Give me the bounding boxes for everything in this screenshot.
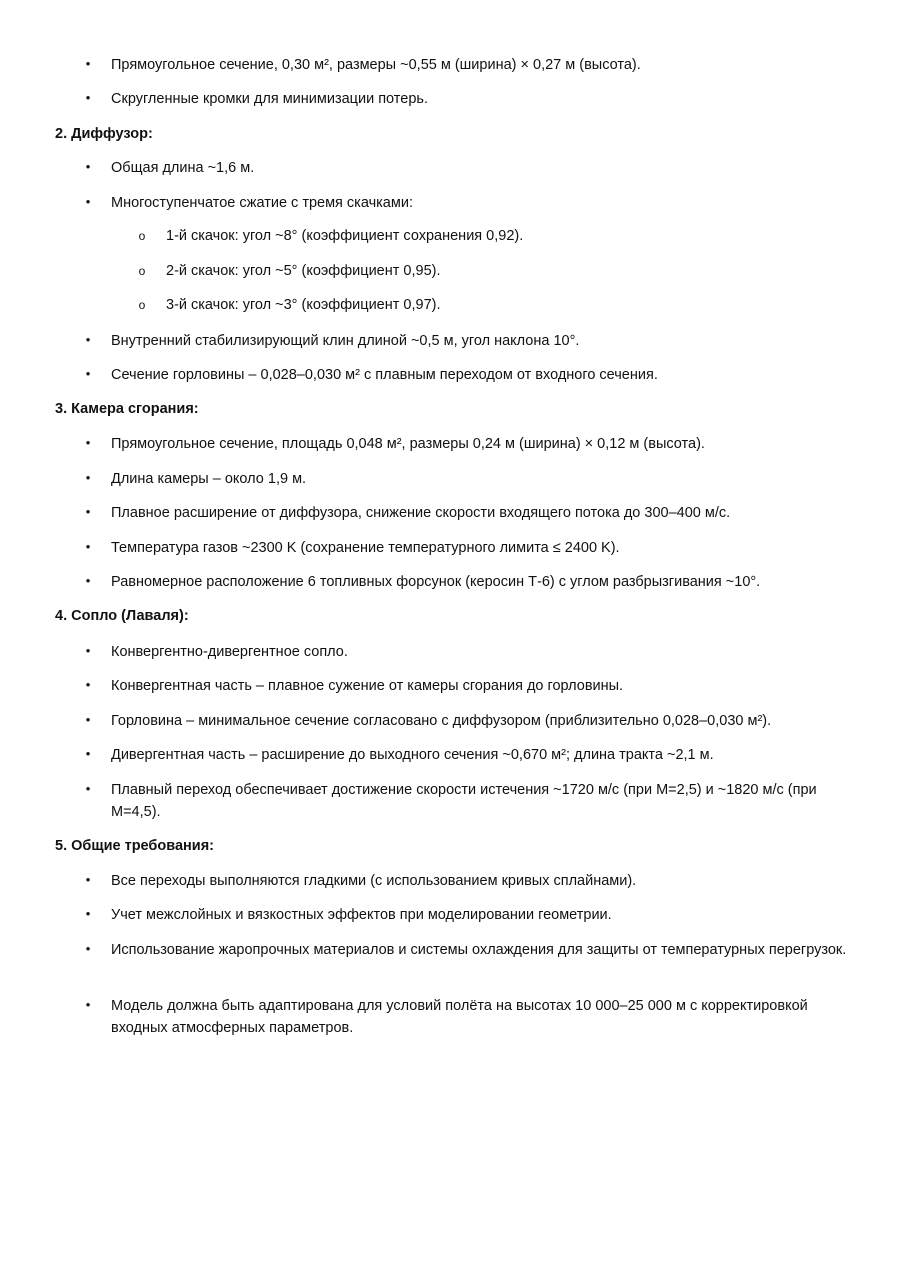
bullet-marker: •	[85, 997, 91, 1012]
list-item-text: Общая длина ~1,6 м.	[111, 160, 255, 176]
list-item-text: Плавный переход обеспечивает достижение скорости истечения ~1720 м/с (при M=2,5) и ~1820 м/с (при M=4,5).	[111, 782, 817, 820]
bullet-marker: •	[85, 677, 91, 692]
bullet-marker: •	[85, 872, 91, 887]
list-item-text: Скругленные кромки для минимизации потерь.	[111, 91, 428, 107]
sub-bullet-marker: o	[138, 264, 146, 278]
list-item-text: Длина камеры – около 1,9 м.	[111, 471, 307, 487]
bullet-marker: •	[85, 90, 91, 105]
section-heading: 2. Диффузор:	[55, 126, 153, 142]
list-item-text: Температура газов ~2300 K (сохранение температурного лимита ≤ 2400 K).	[111, 540, 620, 556]
list-item-text: Плавное расширение от диффузора, снижение скорости входящего потока до 300–400 м/с.	[111, 505, 731, 521]
list-item-text: Прямоугольное сечение, площадь 0,048 м², размеры 0,24 м (ширина) × 0,12 м (высота).	[111, 436, 705, 452]
bullet-marker: •	[85, 194, 91, 209]
bullet-marker: •	[85, 470, 91, 485]
bullet-marker: •	[85, 781, 91, 796]
bullet-marker: •	[85, 906, 91, 921]
bullet-marker: •	[85, 159, 91, 174]
bullet-marker: •	[85, 56, 91, 71]
list-item-text: Все переходы выполняются гладкими (с использованием кривых сплайнами).	[111, 873, 637, 889]
list-item-text: Конвергентная часть – плавное сужение от камеры сгорания до горловины.	[111, 678, 624, 694]
list-item-text: Конвергентно-дивергентное сопло.	[111, 644, 348, 660]
section-heading: 5. Общие требования:	[55, 838, 214, 854]
bullet-marker: •	[85, 573, 91, 588]
bullet-marker: •	[85, 366, 91, 381]
bullet-marker: •	[85, 332, 91, 347]
list-item-text: Учет межслойных и вязкостных эффектов при моделировании геометрии.	[111, 907, 612, 923]
sub-list-item-text: 1-й скачок: угол ~8° (коэффициент сохранения 0,92).	[166, 228, 524, 244]
bullet-marker: •	[85, 941, 91, 956]
list-item-text: Многоступенчатое сжатие с тремя скачками:	[111, 195, 413, 211]
bullet-marker: •	[85, 539, 91, 554]
sub-list-item-text: 3-й скачок: угол ~3° (коэффициент 0,97).	[166, 297, 441, 313]
list-item-text: Сечение горловины – 0,028–0,030 м² с плавным переходом от входного сечения.	[111, 367, 658, 383]
list-item-text: Дивергентная часть – расширение до выходного сечения ~0,670 м²; длина тракта ~2,1 м.	[111, 747, 714, 763]
list-item-text: Прямоугольное сечение, 0,30 м², размеры ~0,55 м (ширина) × 0,27 м (высота).	[111, 57, 641, 73]
list-item-text: Модель должна быть адаптирована для условий полёта на высотах 10 000–25 000 м с корректировкой входных атмосферных параметров.	[111, 998, 808, 1036]
section-heading: 3. Камера сгорания:	[55, 401, 199, 417]
sub-bullet-marker: o	[138, 229, 146, 243]
sub-list-item-text: 2-й скачок: угол ~5° (коэффициент 0,95).	[166, 263, 441, 279]
sub-bullet-marker: o	[138, 298, 146, 312]
list-item-text: Равномерное расположение 6 топливных форсунок (керосин Т-6) с углом разбрызгивания ~10°.	[111, 574, 761, 590]
list-item-text: Внутренний стабилизирующий клин длиной ~0,5 м, угол наклона 10°.	[111, 333, 580, 349]
bullet-marker: •	[85, 504, 91, 519]
bullet-marker: •	[85, 643, 91, 658]
list-item-text: Горловина – минимальное сечение согласовано с диффузором (приблизительно 0,028–0,030 м²).	[111, 713, 772, 729]
section-heading: 4. Сопло (Лаваля):	[55, 608, 189, 624]
bullet-marker: •	[85, 712, 91, 727]
bullet-marker: •	[85, 746, 91, 761]
list-item-text: Использование жаропрочных материалов и системы охлаждения для защиты от температурных перегрузок.	[111, 942, 847, 958]
bullet-marker: •	[85, 435, 91, 450]
